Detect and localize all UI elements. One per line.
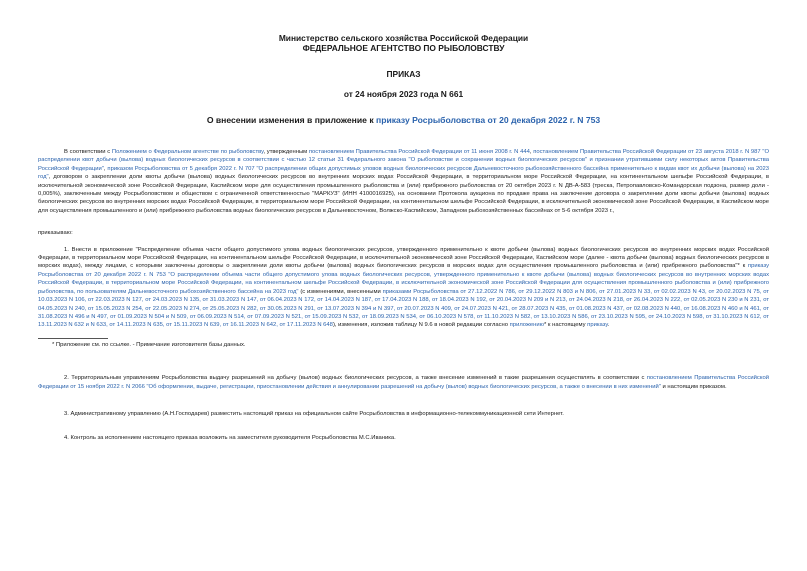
agency-title: ФЕДЕРАЛЬНОЕ АГЕНТСТВО ПО РЫБОЛОВСТВУ: [302, 43, 505, 53]
ministry-title: Министерство сельского хозяйства Российской Федерации: [278, 33, 529, 43]
link-postanovlenie-2066[interactable]: постановлением Правительства Российской Федерации от 15 ноября 2022 г. N 2066 "Об оформлении, выдаче, регистрации, приостановлении действия и аннулировании разрешений на добычу (вылов) водных биологических ресурсов, а также о внесении в них изменений": [38, 375, 769, 390]
item1-text-3: ), изменения, изложив таблицу N 9.6 в новой редакции согласно: [332, 322, 510, 329]
link-prikaz-707[interactable]: приказом Росрыболовства от 5 декабря 2022 г. N 707 "О распределении общих допустимых уловов водных биологических ресурсов Дальневосточного рыбохозяйственного бассейна применительно к видам квот их добычи (вылова) на 2023 год": [38, 165, 770, 181]
item1-text-1: 1. Внести в приложение "Распределение объема части общего допустимого улова водных биологических ресурсов, утвержденного применительно к квоте добычи (вылова) водных биологических ресурсов во внутренних морских водах Российской Федерации, в территориальном море Российской Федерации, на континентальном шельфе Российской Федерации, в исключительной экономической зоне Российской Федерации, Каспийском море (далее - квота добычи (вылова) водных биологических ресурсов в морских водах), между лицами, с которыми заключены договоры о закреплении доли квоты добычи (вылова) водных биологических ресурсов в морских водах для осуществления промышленного рыболовства и (или) прибрежного рыболовства"* к: [38, 246, 769, 270]
link-prikaz-753[interactable]: приказу Росрыболовства от 20 декабря 2022 г. N 753 "О распределении объема части общего допустимого улова водных биологических ресурсов, утвержденного применительно к квоте добычи (вылова) водных биологических ресурсов во внутренних морских водах Российской Федерации, в территориальном море Российской Федерации, на континентальном шельфе Российской Федерации, в исключительной экономической зоне Российской Федерации для осуществления промышленного рыболовства и (или) прибрежного рыболовства, по пользователям Дальневосточного рыбохозяйственного бассейна на 2023 год": [38, 263, 769, 295]
doc-subject: [38, 115, 769, 125]
intro-text-3: ,: [529, 149, 534, 155]
intro-text-4: ,: [103, 165, 108, 172]
link-amending-orders[interactable]: приказами Росрыболовства от 27.12.2022 N 786, от 29.12.2022 N 803 и N 806, от 27.01.2023 N 33, от 02.02.2023 N 43, от 20.02.2023 N 75, от 10.03.2023 N 106, от 22.03.2023 N 127, от 24.03.2023 N 135, от 31.03.2023 N 147, от 06.04.2023 N 172, от 14.04.2023 N 187, от 17.04.2023 N 188, от 18.04.2023 N 192, от 20.04.2023 N 209 и N 213, от 24.04.2023 N 218, от 26.04.2023 N 222, от 02.05.2023 N 230 и N 231, от 04.05.2023 N 240, от 15.05.2023 N 254, от 22.05.2023 N 274, от 25.05.2023 N 282, от 30.05.2023 N 291, от 13.07.2023 N 394 и N 397, от 20.07.2023 N 409, от 24.07.2023 N 421, от 28.07.2023 N 435, от 01.08.2023 N 437, от 02.08.2023 N 440, от 16.08.2023 N 460 и N 461, от 31.08.2023 N 496 и N 497, от 01.09.2023 N 504 и N 509, от 06.09.2023 N 514, от 07.09.2023 N 521, от 15.09.2023 N 532, от 18.09.2023 N 534, от 06.10.2023 N 578, от 11.10.2023 N 582, от 13.10.2023 N 586, от 23.10.2023 N 595, от 24.10.2023 N 598, от 31.10.2023 N 612, от 13.11.2023 N 632 и N 633, от 14.11.2023 N 635, от 15.11.2023 N 639, от 16.11.2023 N 642, от 17.11.2023 N 648: [38, 288, 769, 329]
item-1-paragraph: [38, 246, 769, 330]
intro-paragraph: [38, 148, 769, 215]
intro-text-1: В соответствии с: [64, 149, 112, 155]
doc-date-number: от 24 ноября 2023 года N 661: [343, 89, 464, 99]
prikazyvayu-label: приказываю:: [38, 230, 73, 237]
intro-text-5: , договором о закреплении доли квоты добычи (вылова) водных биологических ресурсов во внутренних морских водах Российской Федерации, в территориальном море Российской Федерации, на континентальном шельфе Российской Федерации, в исключительной экономической зоне Российской Федерации, Каспийском море для осуществления промышленного рыболовства и (или) прибрежного рыболовства от 20 октября 2023 г. N ДВ-А-583 (треска, Петропавловско-Командорская подзона, размер доли - 0,005%), заключенным между Росрыболовством и обществом с ограниченной ответственностью "МАРКУЗ" (ИНН 4100016925), на основании Протокола аукциона по продаже права на заключение договора о закреплении доли квоты добычи (вылова) водных биологических ресурсов во внутренних морских водах Российской Федерации, в территориальном море Российской Федерации, на континентальном шельфе Российской Федерации, в исключительной экономической зоне Российской Федерации, в Каспийском море для осуществления промышленного и (или) прибрежного рыболовства водных биологических ресурсов в Дальневосточном, Волжско-Каспийском, Западном рыбохозяйственных бассейнах от 5-6 октября 2023 г.,: [38, 174, 769, 214]
subject-link[interactable]: приказу Росрыболовства от 20 декабря 2022 г. N 753: [376, 115, 601, 125]
doc-type: ПРИКАЗ: [386, 69, 421, 79]
link-postanovlenie-987[interactable]: постановлением Правительства Российской Федерации от 23 августа 2018 г. N 987 "О распределении квот добычи (вылова) водных биологических ресурсов в соответствии с частью 12 статьи 31 Федерального закона "О рыболовстве и сохранении водных биологических ресурсов" и признании утратившими силу некоторых актов Правительства Российской Федерации": [38, 149, 770, 172]
link-prilozheniyu[interactable]: приложению: [509, 322, 545, 329]
footnote-divider: [38, 338, 108, 339]
link-polozhenie[interactable]: Положением о Федеральном агентстве по рыболовству: [111, 149, 264, 155]
item-4-paragraph: 4. Контроль за исполнением настоящего приказа возложить на заместителя руководителя Росрыболовства М.С.Иваника.: [64, 435, 396, 442]
item2-text-2: и настоящим приказом.: [660, 383, 727, 390]
link-postanovlenie-444[interactable]: постановлением Правительства Российской Федерации от 11 июня 2008 г. N 444: [308, 149, 530, 155]
item1-text-4: * к настоящему: [544, 322, 588, 329]
intro-text-2: , утвержденным: [263, 149, 309, 155]
item2-text-1: 2. Территориальным управлениям Росрыболовства выдачу разрешений на добычу (вылов) водных биологических ресурсов, а также внесение изменений в такие разрешения осуществлять в соответствии с: [64, 375, 647, 382]
item-3-paragraph: 3. Административному управлению (А.Н.Господарев) разместить настоящий приказ на официальном сайте Росрыболовства в информационно-телекоммуникационной сети Интернет.: [64, 410, 564, 417]
footnote: * Приложение см. по ссылке. - Примечание изготовителя базы данных.: [52, 341, 246, 348]
link-prikazu[interactable]: приказу: [587, 322, 608, 329]
item-2-paragraph: [38, 374, 769, 391]
item1-text-5: .: [607, 322, 610, 329]
item1-text-2: (с изменениями, внесенными: [298, 288, 383, 295]
subject-text: О внесении изменения в приложение к: [206, 115, 377, 125]
